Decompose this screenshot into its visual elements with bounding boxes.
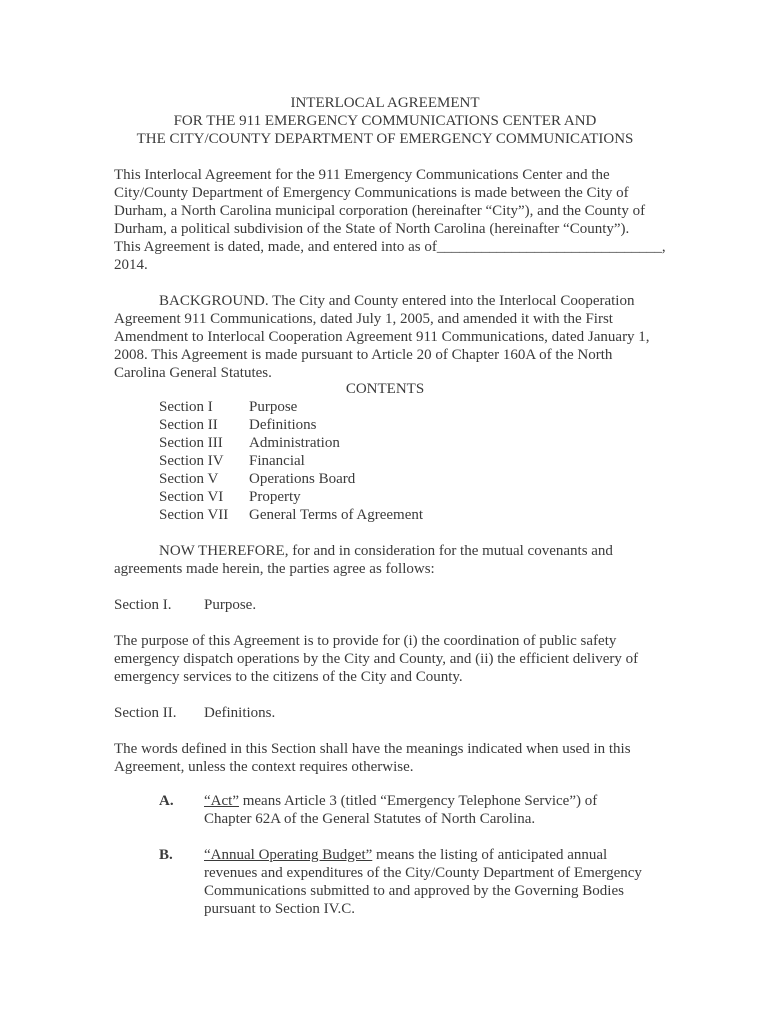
contents-section-title: Property [249, 489, 301, 505]
definition-term: “Annual Operating Budget” [204, 847, 373, 863]
intro-line-date-blank: This Agreement is dated, made, and entered into as of______________________________, [114, 239, 666, 255]
definition-text: means Article 3 (titled “Emergency Telephone Service”) of [238, 793, 598, 809]
definition-line: revenues and expenditures of the City/County Department of Emergency [204, 865, 642, 881]
definition-line: Chapter 62A of the General Statutes of North Carolina. [204, 811, 536, 827]
contents-section-number: Section VI [159, 489, 224, 505]
definition-letter: B. [159, 847, 173, 863]
contents-section-title: Administration [249, 435, 340, 451]
document-title-line-1: INTERLOCAL AGREEMENT [290, 95, 480, 111]
definition-term: “Act” [204, 793, 239, 809]
background-line: Agreement 911 Communications, dated July 1, 2005, and amended it with the First [114, 311, 613, 327]
document-title-line-2: FOR THE 911 EMERGENCY COMMUNICATIONS CENTER AND [173, 113, 597, 129]
definition-letter: A. [159, 793, 174, 809]
now-therefore-line: agreements made herein, the parties agree as follows: [114, 561, 435, 577]
contents-section-title: Purpose [249, 399, 298, 415]
background-line: Amendment to Interlocal Cooperation Agreement 911 Communications, dated January 1, [114, 329, 650, 345]
contents-section-title: Financial [249, 453, 305, 469]
section-2-title: Definitions. [204, 705, 276, 721]
section-2-number: Section II. [114, 705, 177, 721]
contents-section-number: Section V [159, 471, 219, 487]
background-line: 2008. This Agreement is made pursuant to Article 20 of Chapter 160A of the North [114, 347, 613, 363]
section-1-line: emergency dispatch operations by the City and County, and (ii) the efficient delivery of [114, 651, 639, 667]
contents-section-number: Section VII [159, 507, 229, 523]
document-title-line-3: THE CITY/COUNTY DEPARTMENT OF EMERGENCY COMMUNICATIONS [136, 131, 634, 147]
section-1-number: Section I. [114, 597, 172, 613]
definition-first-line [204, 792, 597, 810]
intro-line: City/County Department of Emergency Communications is made between the City of [114, 185, 629, 201]
contents-section-title: Operations Board [249, 471, 356, 487]
contents-section-number: Section IV [159, 453, 224, 469]
now-therefore-line: NOW THEREFORE, for and in consideration for the mutual covenants and [159, 543, 613, 559]
background-line: BACKGROUND. The City and County entered into the Interlocal Cooperation [159, 293, 635, 309]
contents-section-title: General Terms of Agreement [249, 507, 424, 523]
section-2-line: The words defined in this Section shall have the meanings indicated when used in this [114, 741, 631, 757]
intro-line: 2014. [114, 257, 148, 273]
intro-line: Durham, a North Carolina municipal corporation (hereinafter “City”), and the County of [114, 203, 646, 219]
section-1-title: Purpose. [204, 597, 257, 613]
intro-line: Durham, a political subdivision of the State of North Carolina (hereinafter “County”). [114, 221, 630, 237]
section-2-line: Agreement, unless the context requires otherwise. [114, 759, 414, 775]
section-1-line: The purpose of this Agreement is to provide for (i) the coordination of public safety [114, 633, 617, 649]
contents-heading: CONTENTS [345, 381, 425, 397]
definition-line: Communications submitted to and approved by the Governing Bodies [204, 883, 624, 899]
definition-text: means the listing of anticipated annual [372, 847, 608, 863]
contents-section-title: Definitions [249, 417, 317, 433]
section-1-line: emergency services to the citizens of the City and County. [114, 669, 463, 685]
definition-first-line [204, 846, 607, 864]
contents-section-number: Section II [159, 417, 218, 433]
background-line: Carolina General Statutes. [114, 365, 272, 381]
intro-line: This Interlocal Agreement for the 911 Emergency Communications Center and the [114, 167, 610, 183]
contents-section-number: Section III [159, 435, 223, 451]
contents-section-number: Section I [159, 399, 213, 415]
definition-line: pursuant to Section IV.C. [204, 901, 355, 917]
